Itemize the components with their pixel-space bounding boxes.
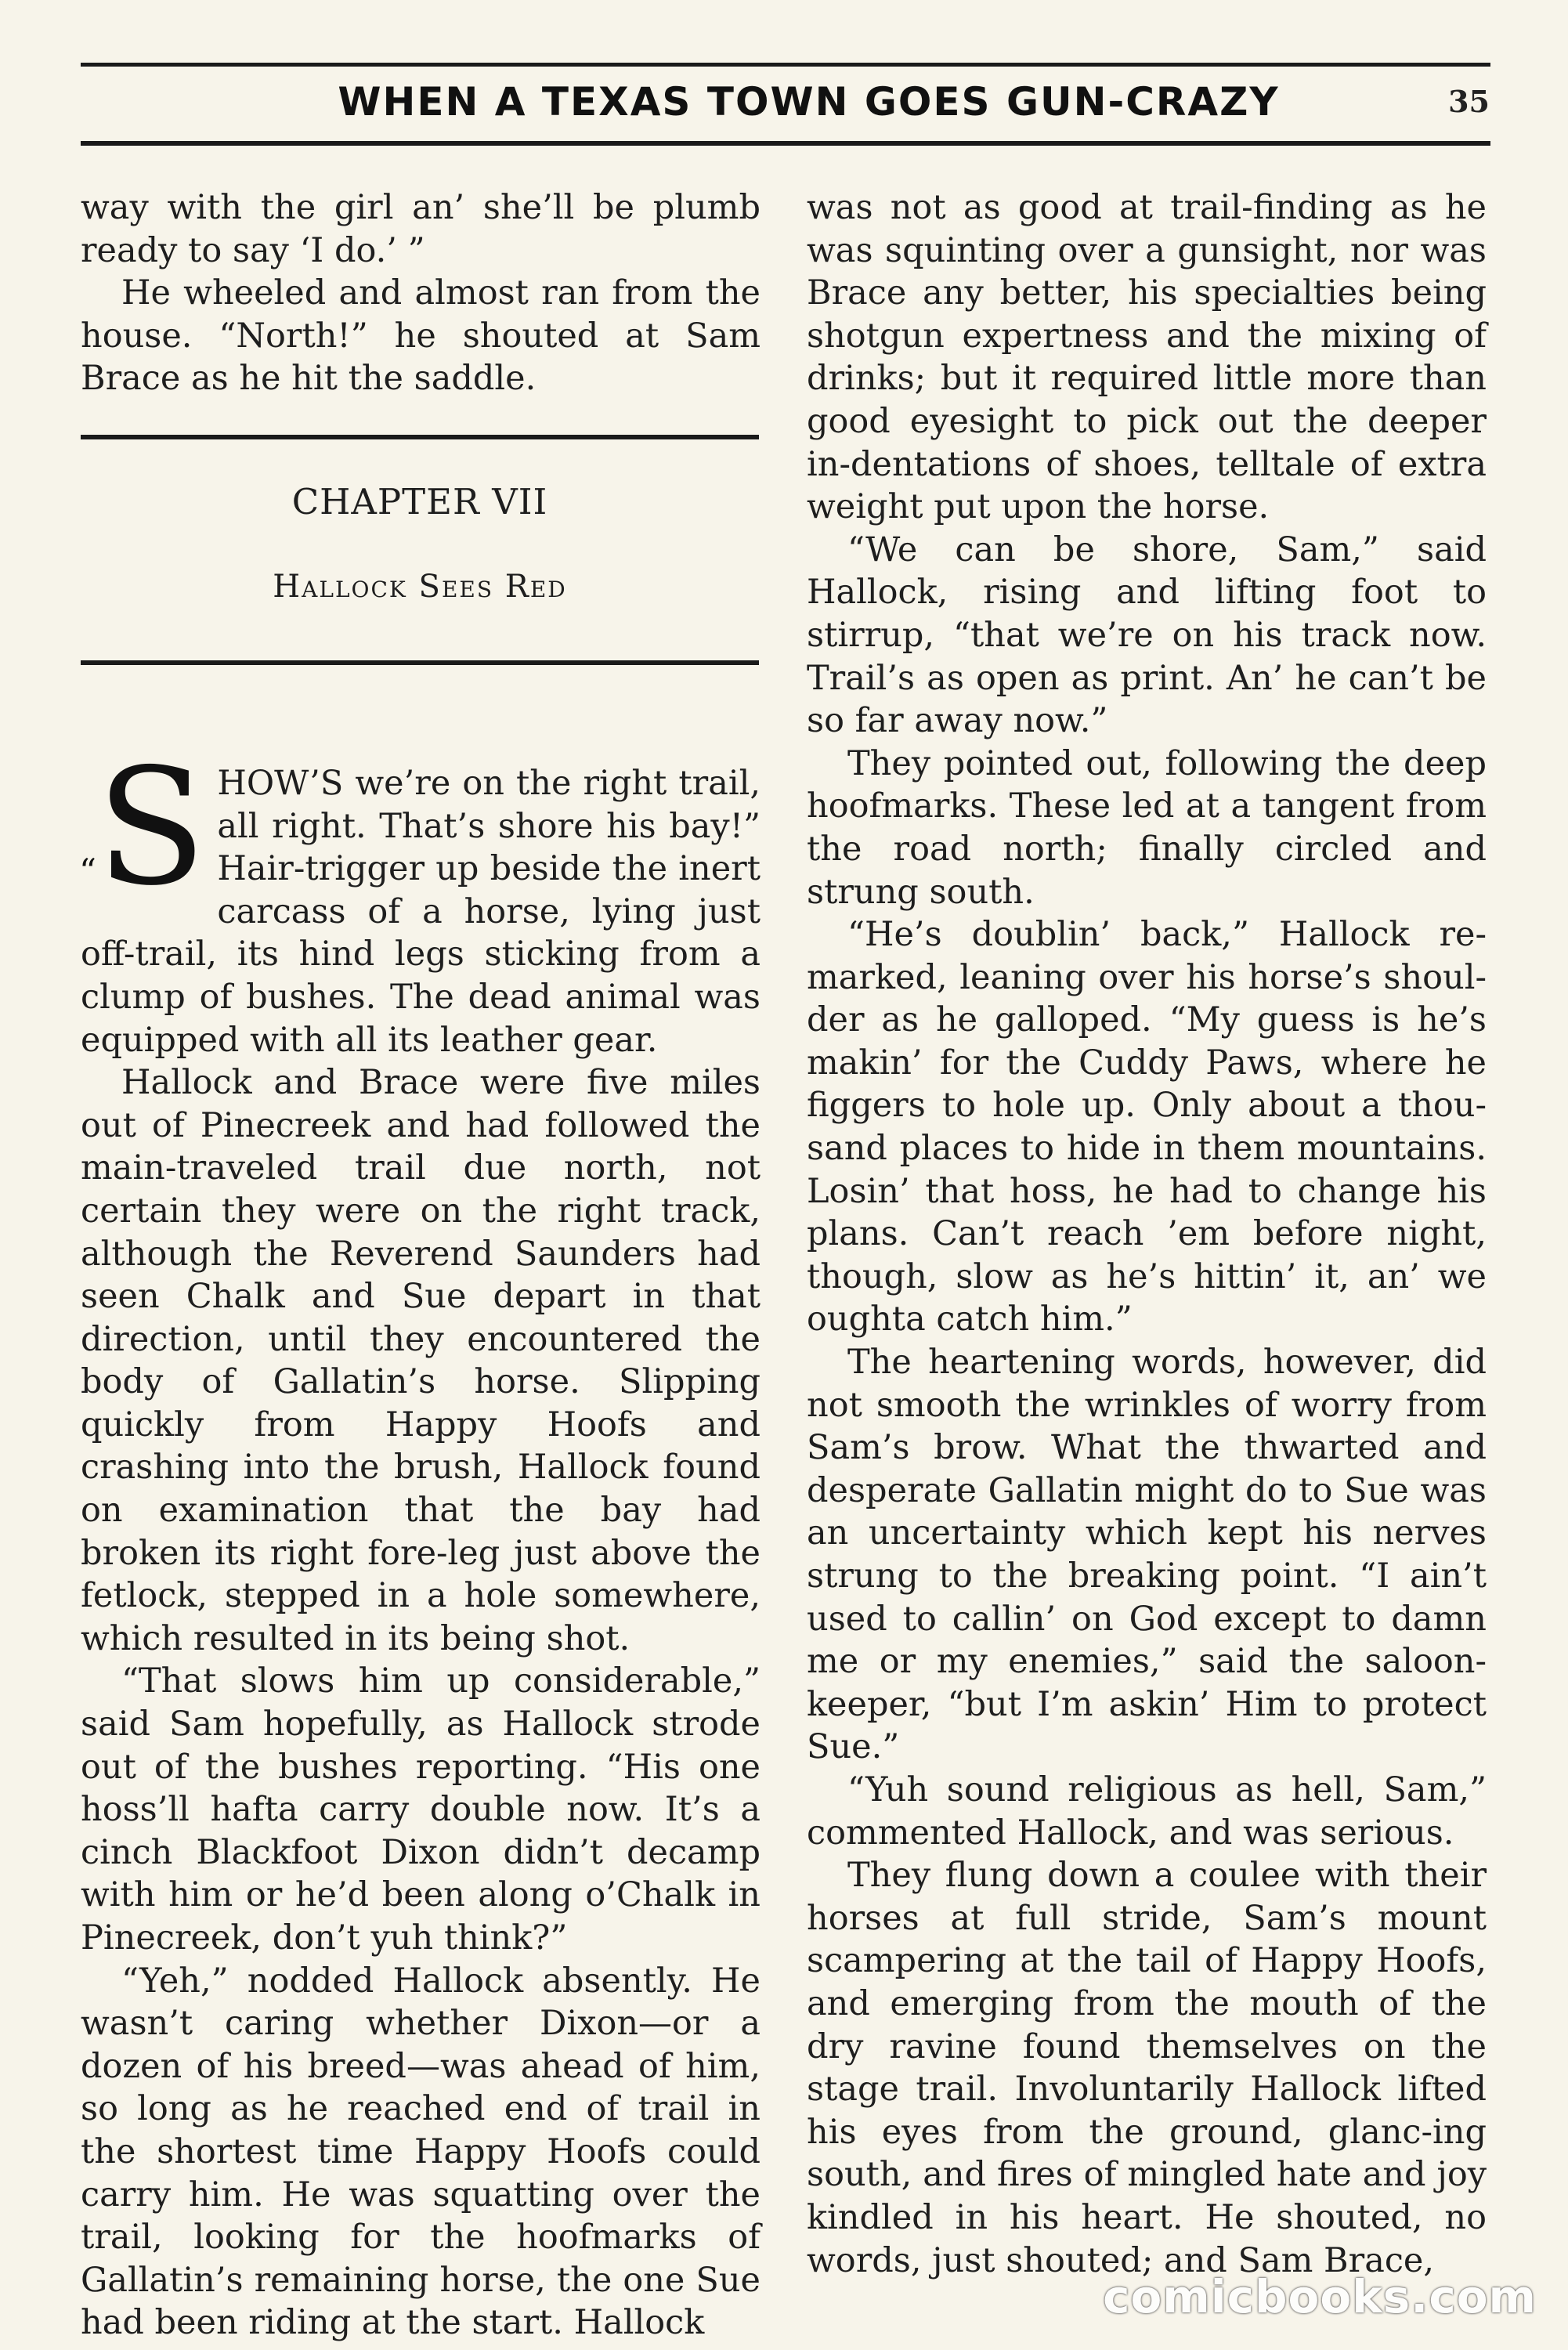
paragraph: They flung down a coulee with their horses at full stride, Sam’s mount scampering at the tail of Happy Hoofs, and emerging from the mouth of the dry ravine found themselves on the stage trail. Involuntarily Hallock lifted his eyes from the ground, glanc-ing south, and fires of mingled hate and joy kindled in his heart. He shouted, no words, just shouted; and Sam Brace, — [807, 1856, 1487, 2280]
site-watermark: comicbooks.com — [1103, 2270, 1537, 2323]
paragraph: “Yuh sound religious as hell, Sam,” commented Hallock, and was serious. — [807, 1770, 1487, 1853]
running-title: WHEN A TEXAS TOWN GOES GUN-CRAZY — [338, 79, 1280, 125]
chapter-rule-top — [81, 435, 759, 439]
drop-cap-letter: S — [96, 734, 207, 921]
drop-cap — [79, 734, 207, 921]
opening-text: HOW’S we’re on the right trail, all right. That’s shore his bay!” Hair-trigger up beside the inert carcass of a horse, lying just off-trail, its hind legs sticking from a clump of bushes. The dead animal was equipped with all its leather gear. — [81, 763, 761, 1060]
paragraph: “He’s doublin’ back,” Hallock re-marked, leaning over his horse’s shoul-der as he galloped. “My guess is he’s makin’ for the Cuddy Paws, where he figgers to hole up. Only about a thou-sand places to hide in them mountains. Losin’ that hoss, he had to change his plans. Can’t reach ’em before night, though, slow as he’s hittin’ it, an’ we oughta catch him.” — [807, 915, 1487, 1340]
chapter-subtitle: Hallock Sees Red — [273, 568, 567, 605]
paragraph: Hallock and Brace were five miles out of Pinecreek and had followed the main-traveled trail due north, not certain they were on the right track, although the Reverend Saunders had seen Chalk and Sue depart in that direction, until they encountered the body of Gallatin’s horse. Slipping quickly from Happy Hoofs and crashing into the brush, Hallock found on examination that the bay had broken its right fore-leg just above the fetlock, stepped in a hole somewhere, which resulted in its being shot. — [81, 1063, 761, 1658]
chapter-heading — [81, 400, 761, 762]
header-rule-bottom — [81, 141, 1490, 146]
left-column — [81, 186, 761, 2345]
paragraph: “Yeh,” nodded Hallock absently. He wasn’t caring whether Dixon—or a dozen of his breed—was ahead of him, so long as he reached end of trail in the shortest time Happy Hoofs could carry him. He was squatting over the trail, looking for the hoofmarks of Gallatin’s remaining horse, the one Sue had been riding at the start. Hallock — [81, 1961, 761, 2343]
paragraph: way with the girl an’ she’ll be plumb ready to say ‘I do.’ ” — [81, 188, 761, 270]
page-number: 35 — [1448, 84, 1490, 119]
drop-cap-quote: “ — [79, 851, 96, 891]
chapter-rule-bottom — [81, 660, 759, 665]
paragraph: He wheeled and almost ran from the house. “North!” he shouted at Sam Brace as he hit the saddle. — [81, 273, 761, 399]
paragraph: “We can be shore, Sam,” said Hallock, rising and lifting foot to stirrup, “that we’re on his track now. Trail’s as open as print. An’ he can’t be so far away now.” — [807, 530, 1487, 741]
paragraph: They pointed out, following the deep hoofmarks. These led at a tangent from the road north; finally circled and strung south. — [807, 743, 1487, 912]
opening-paragraph — [79, 734, 761, 1061]
chapter-title: CHAPTER VII — [291, 480, 548, 522]
paragraph: “That slows him up considerable,” said Sam hopefully, as Hallock strode out of the bushes reporting. “His one hoss’ll hafta carry double now. It’s a cinch Blackfoot Dixon didn’t decamp with him or he’d been along o’Chalk in Pinecreek, don’t yuh think?” — [81, 1661, 761, 1958]
paragraph: was not as good at trail-finding as he was squinting over a gunsight, nor was Brace any better, his specialties being shotgun expertness and the mixing of drinks; but it required little more than good eyesight to pick out the deeper in-dentations of shoes, telltale of extra weight put upon the horse. — [807, 188, 1487, 527]
header-rule-top — [81, 63, 1490, 67]
paragraph: The heartening words, however, did not smooth the wrinkles of worry from Sam’s brow. What the thwarted and desperate Gallatin might do to Sue was an uncertainty which kept his nerves strung to the breaking point. “I ain’t used to callin’ on God except to damn me or my enemies,” said the saloon-keeper, “but I’m askin’ Him to protect Sue.” — [807, 1343, 1487, 1767]
right-column — [807, 186, 1487, 2282]
